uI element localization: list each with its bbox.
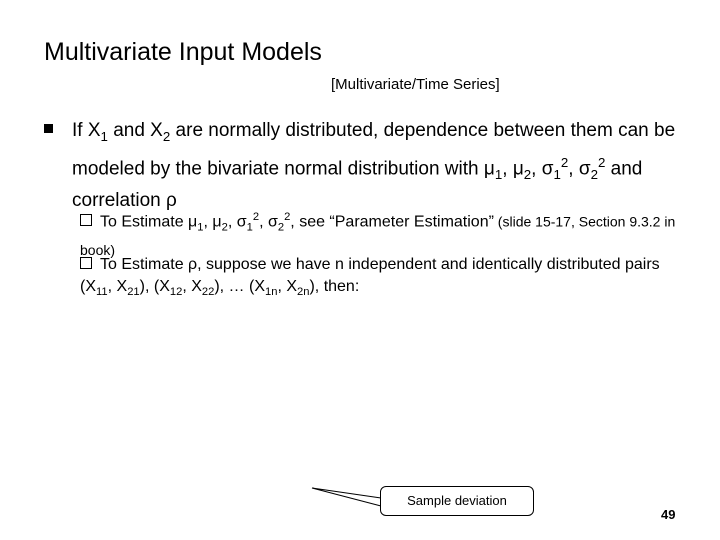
subscript: 22 [201, 286, 215, 299]
subscript: 11 [96, 286, 108, 299]
subscript: 1 [100, 128, 108, 144]
subscript: 1 [553, 166, 561, 182]
text-run: , [203, 213, 213, 231]
greek-mu: μ [483, 158, 495, 180]
subscript: 1 [494, 166, 503, 182]
greek-mu: μ [512, 158, 524, 180]
page-subtitle: [Multivariate/Time Series] [331, 76, 500, 93]
text-run: , X [182, 278, 202, 295]
subscript: 21 [127, 286, 140, 299]
text-run: ), (X [139, 278, 170, 295]
superscript: 2 [252, 211, 260, 223]
text-run: , suppose we have n independent and identically distributed pairs (X [80, 256, 660, 295]
subscript: 2 [277, 221, 285, 234]
text-run: ), then: [309, 278, 360, 295]
text-run: and correlation [72, 158, 643, 211]
page-number: 49 [661, 507, 676, 522]
superscript: 2 [560, 154, 569, 170]
text-run: ), … (X [214, 278, 265, 295]
text-run: , [502, 158, 513, 180]
greek-rho: ρ [166, 189, 177, 211]
greek-sigma: σ [236, 213, 247, 231]
text-run: , X [277, 278, 298, 295]
callout-pointer-line [312, 488, 381, 506]
text-run: are normally distributed, dependence between them can be modeled by the bivariate normal distribution with [72, 120, 676, 180]
subscript: 1 [197, 221, 204, 234]
text-run: , [531, 158, 542, 180]
greek-rho: ρ [188, 256, 198, 273]
subscript: 2n [297, 286, 310, 299]
greek-sigma: σ [578, 158, 591, 180]
superscript: 2 [597, 154, 606, 170]
text-run: If X [72, 120, 101, 141]
text-run: To Estimate [100, 256, 189, 273]
subscript: 1 [246, 221, 253, 234]
slide-reference: (slide 15-17, Section 9.3.2 in book) [80, 213, 676, 258]
superscript: 2 [284, 211, 291, 223]
greek-sigma: σ [541, 158, 554, 180]
subscript: 2 [221, 221, 228, 234]
text-run: , [227, 213, 237, 231]
greek-mu: μ [212, 213, 222, 231]
subscript: 2 [523, 166, 532, 182]
subscript: 2 [590, 166, 598, 182]
greek-sigma: σ [267, 213, 278, 231]
greek-mu: μ [188, 213, 198, 231]
subscript: 1n [265, 286, 278, 299]
text-run: , see “Parameter Estimation” [290, 213, 494, 231]
page-title: Multivariate Input Models [44, 38, 322, 66]
subscript: 2 [162, 128, 171, 144]
callout-label: Sample deviation [407, 493, 507, 508]
subscript: 12 [169, 286, 183, 299]
callout-box [380, 486, 534, 516]
text-run: , X [107, 278, 128, 295]
text-run: , [568, 158, 579, 180]
text-run: , [259, 213, 268, 231]
text-run: and X [107, 120, 163, 141]
text-run: To Estimate [100, 213, 189, 231]
